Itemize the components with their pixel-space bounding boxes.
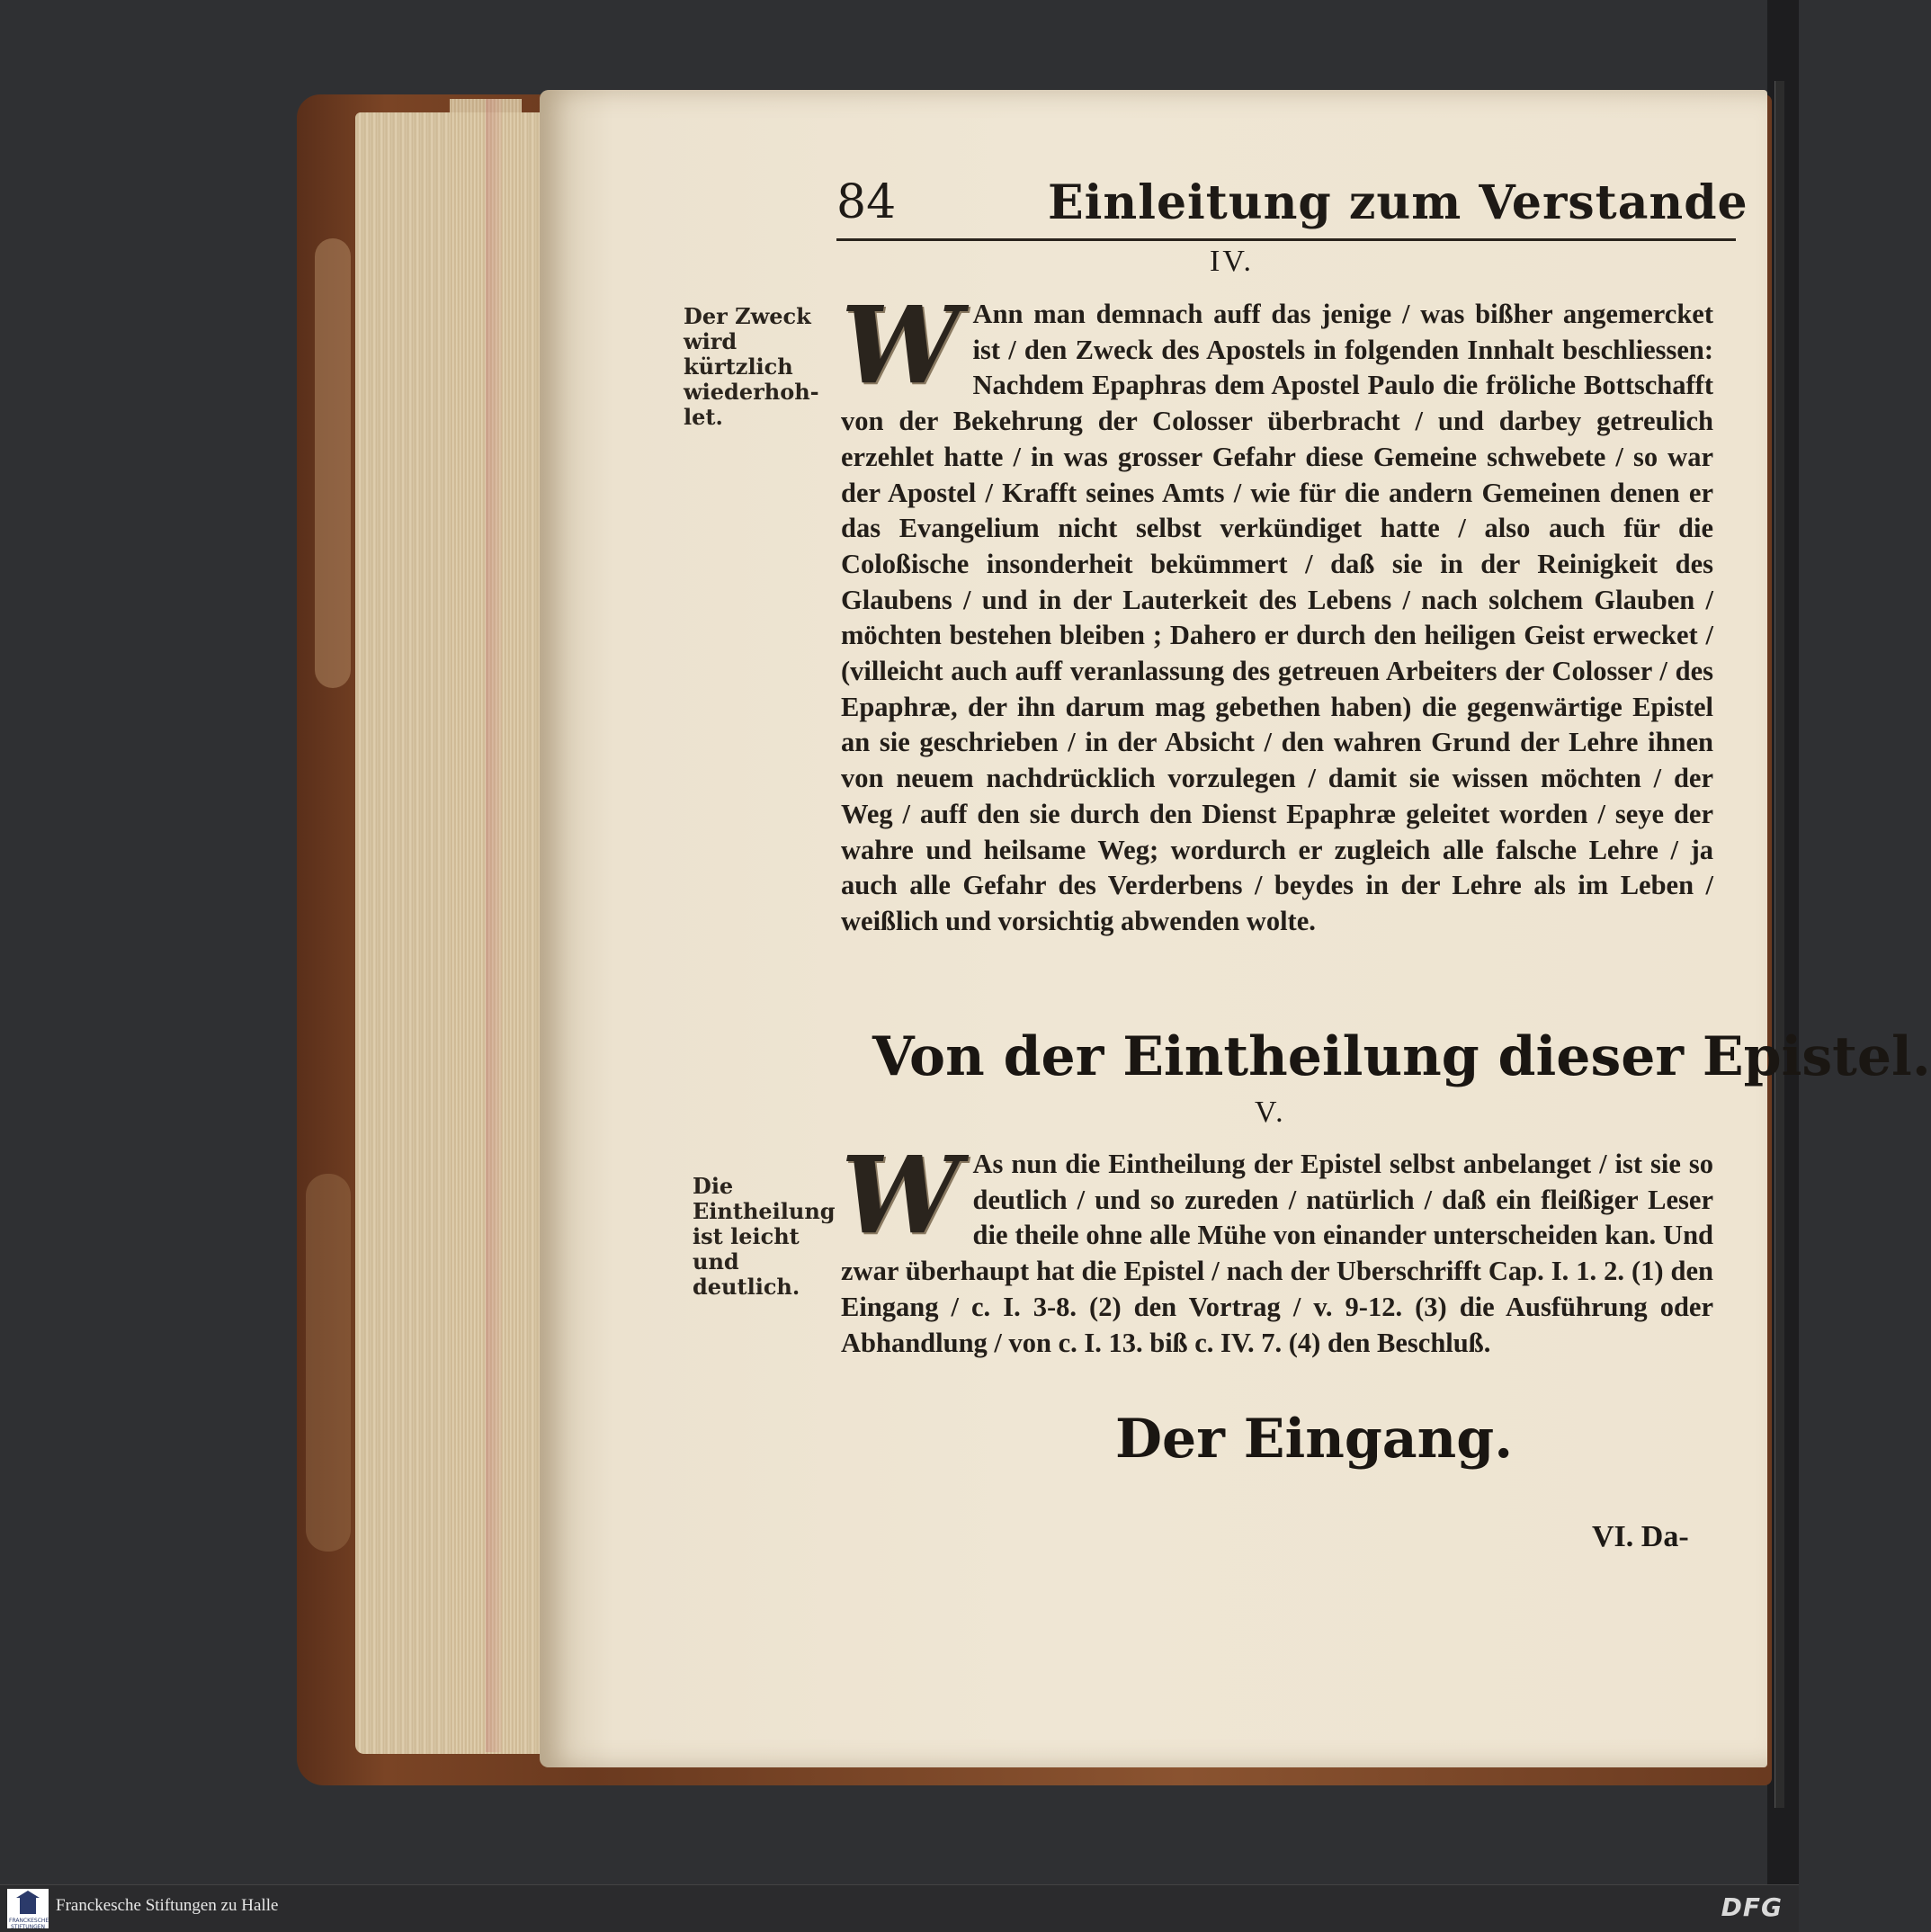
section-number-v: V. [1255, 1096, 1286, 1129]
viewer-footer [0, 1884, 1799, 1932]
running-title: Einleitung zum Verstande [1048, 175, 1748, 230]
section-v-text: As nun die Eintheilung der Epistel selbst anbelanget / ist sie so deutlich / und so zureden / natürlich / daß ein fleißiger Leser die theile ohne alle Mühe von einander unterscheiden kan. Und zwar überhaupt hat die Epistel / nach der Uberschrifft Cap. I. 1. 2. (1) den Eingang / c. I. 3-8. (2) den Vortrag / v. 9-12. (3) die Ausführung oder Abhandlung / von c. I. 13. biß c. IV. 7. (4) den Beschluß. [841, 1149, 1713, 1358]
section-iv-paragraph [841, 282, 1713, 940]
scan-rod [1775, 81, 1784, 1808]
margin-note-iv: Der Zweck wird kürtzlich wiederhoh-let. [684, 303, 819, 430]
section-heading-division: Von der Eintheilung dieser Epistel. [872, 1025, 1931, 1088]
institution-name[interactable]: Franckesche Stiftungen zu Halle [56, 1896, 279, 1915]
section-number-iv: IV. [1210, 245, 1254, 278]
building-icon [20, 1896, 36, 1914]
page-number: 84 [836, 175, 897, 229]
viewer-right-edge [1767, 0, 1799, 1884]
catchword: VI. Da- [1592, 1520, 1689, 1553]
cover-wear [315, 238, 351, 688]
section-iv-text: Ann man demnach auff das jenige / was bißher angemercket ist / den Zweck des Apostels in folgenden Innhalt beschliessen: Nachdem Epaphras dem Apostel Paulo die fröliche Bottschafft von der Bekehrung der Colosser überbracht / und darbey getreulich erzehlet hatte / in was grosser Gefahr diese Gemeine schwebete / so war der Apostel / Krafft seines Amts / wie für die andern Gemeinen denen er das Evangelium nicht selbst verkündiget hatte / also auch für die Coloßische insonderheit bekümmert / daß sie in der Reinigkeit des Glaubens / und in der Lauterkeit des Lebens / nach solchem Glauben / möchten bestehen bleiben ; Dahero er durch den heiligen Geist erwecket / (villeicht auch auff veranlassung des getreuen Arbeiters der Colosser / des Epaphræ, der ihn darum mag gebethen haben) die gegenwärtige Epistel an sie geschrieben / in der Absicht / den wahren Grund der Lehre ihnen von neuem nachdrücklich vorzulegen / damit sie wissen möchten / der Weg / auff den sie durch den Dienst Epaphræ geleitet worden / seye der wahre und heilsame Weg; wordurch er zugleich alle falsche Lehre / ja auch alle Gefahr des Verderbens / beydes in der Lehre als im Leben / weißlich und vorsichtig abwenden wolte. [841, 299, 1713, 936]
logo-caption: FRANCKESCHE STIFTUNGEN [9, 1918, 49, 1930]
section-v-paragraph [841, 1132, 1713, 1361]
institution-logo[interactable] [7, 1889, 49, 1928]
drop-cap-initial: W [841, 282, 961, 407]
book-page [540, 90, 1931, 1767]
page-edge-tint [486, 99, 502, 1752]
cover-wear [306, 1174, 351, 1552]
section-heading-intro: Der Eingang. [1115, 1408, 1514, 1471]
margin-note-v: Die Eintheilung ist leicht und deutlich. [693, 1173, 836, 1300]
drop-cap-initial: W [841, 1132, 961, 1257]
page-header [836, 175, 1748, 241]
dfg-logo[interactable]: DFG [1721, 1892, 1783, 1922]
